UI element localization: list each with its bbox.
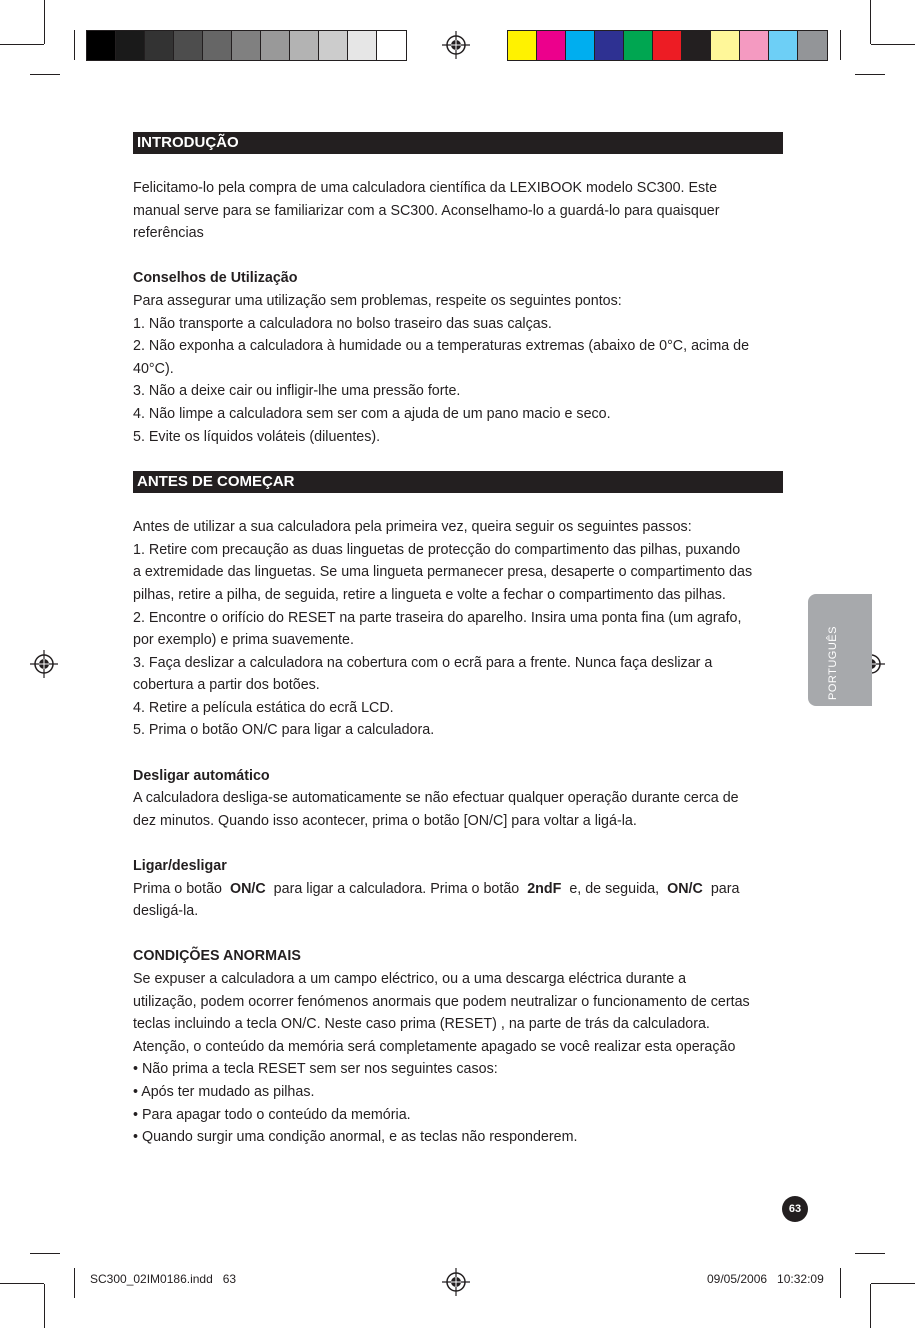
- registration-mark-icon: [30, 650, 58, 678]
- text-line: • Para apagar todo o conteúdo da memória.: [133, 1106, 411, 1123]
- crop-mark: [870, 0, 871, 44]
- crop-mark: [74, 1268, 75, 1298]
- color-swatch: [798, 31, 827, 60]
- key-on-c: ON/C: [667, 880, 703, 897]
- slug-timestamp: 09/05/2006 10:32:09: [707, 1272, 824, 1286]
- registration-mark-icon: [442, 31, 470, 59]
- text-line: 2. Encontre o orifício do RESET na parte traseira do aparelho. Insira uma ponta fina (um agrafo,: [133, 609, 742, 626]
- color-swatch: [711, 31, 740, 60]
- text-line: 2. Não exponha a calculadora à humidade ou a temperaturas extremas (abaixo de 0°C, acima de: [133, 338, 750, 355]
- text-line: 1. Não transporte a calculadora no bolso traseiro das suas calças.: [133, 315, 552, 332]
- color-swatch: [319, 31, 348, 60]
- color-swatch: [682, 31, 711, 60]
- text-line: Se expuser a calculadora a um campo eléctrico, ou a uma descarga eléctrica durante a: [133, 971, 687, 987]
- crop-mark: [840, 30, 841, 60]
- subheading-desligar-automatico: Desligar automático: [133, 767, 270, 784]
- text-line: • Quando surgir uma condição anormal, e as teclas não responderem.: [133, 1129, 578, 1146]
- crop-mark: [44, 1284, 45, 1328]
- subheading-condicoes-anormais: CONDIÇÕES ANORMAIS: [133, 948, 301, 965]
- color-swatch: [624, 31, 653, 60]
- text-line: 5. Prima o botão ON/C para ligar a calculadora.: [133, 722, 435, 739]
- color-swatch: [348, 31, 377, 60]
- crop-mark: [840, 1268, 841, 1298]
- text-line: manual serve para se familiarizar com a SC300. Aconselhamo-lo a guardá-lo para quaisquer: [133, 202, 720, 219]
- color-swatch: [566, 31, 595, 60]
- text-line: dez minutos. Quando isso acontecer, prima o botão [ON/C] para voltar a ligá-la.: [133, 812, 637, 829]
- crop-mark: [44, 0, 45, 44]
- crop-mark: [855, 74, 885, 75]
- slug-filename: SC300_02IM0186.indd 63: [90, 1272, 237, 1286]
- grayscale-color-bar: [86, 30, 407, 61]
- text-line: Atenção, o conteúdo da memória será completamente apagado se você realizar esta operação: [133, 1038, 736, 1055]
- auto-off-paragraph: [133, 787, 783, 832]
- registration-mark-icon: [442, 1268, 470, 1296]
- abnormal-paragraph: [133, 968, 783, 1149]
- crop-mark: [0, 1283, 44, 1284]
- text-line: A calculadora desliga-se automaticamente se não efectuar qualquer operação durante cerca de: [133, 790, 739, 807]
- intro-paragraph: [133, 177, 783, 245]
- text-line: desligá-la.: [133, 903, 199, 920]
- subheading-ligar-desligar: Ligar/desligar: [133, 858, 227, 875]
- subheading-conselhos: Conselhos de Utilização: [133, 270, 298, 287]
- manual-content: [133, 132, 783, 1149]
- crop-mark: [871, 44, 915, 45]
- section-header-antes-de-comecar: ANTES DE COMEÇAR: [133, 471, 783, 493]
- color-swatch: [116, 31, 145, 60]
- color-swatch: [290, 31, 319, 60]
- text-line: 3. Faça deslizar a calculadora na cobertura com o ecrã para a frente. Nunca faça deslizar a: [133, 654, 713, 671]
- text-line: 3. Não a deixe cair ou infligir-lhe uma pressão forte.: [133, 383, 461, 400]
- section-header-introducao: INTRODUÇÃO: [133, 132, 783, 154]
- color-swatch: [740, 31, 769, 60]
- color-swatch: [769, 31, 798, 60]
- process-color-bar: [507, 30, 828, 61]
- text-line: cobertura a partir dos botões.: [133, 677, 320, 694]
- text-line: 4. Não limpe a calculadora sem ser com a ajuda de um pano macio e seco.: [133, 405, 611, 422]
- text-line: Felicitamo-lo pela compra de uma calculadora científica da LEXIBOOK modelo SC300. Este: [133, 180, 718, 196]
- text-line: por exemplo) e prima suavemente.: [133, 632, 354, 649]
- text-line: a extremidade das linguetas. Se uma lingueta permanecer presa, desaperte o compartimento das: [133, 564, 753, 581]
- crop-mark: [30, 1253, 60, 1254]
- text-line: • Após ter mudado as pilhas.: [133, 1083, 315, 1100]
- color-swatch: [174, 31, 203, 60]
- crop-mark: [30, 74, 60, 75]
- text-line: teclas incluindo a tecla ON/C. Neste caso prima (RESET) , na parte de trás da calculadora.: [133, 1016, 710, 1033]
- color-swatch: [145, 31, 174, 60]
- text-line: 1. Retire com precaução as duas linguetas de protecção do compartimento das pilhas, puxando: [133, 541, 741, 558]
- text-line: Para assegurar uma utilização sem problemas, respeite os seguintes pontos:: [133, 292, 622, 309]
- language-tab: [808, 594, 872, 706]
- text-line: 40°C).: [133, 360, 174, 377]
- color-swatch: [87, 31, 116, 60]
- key-2ndf: 2ndF: [527, 880, 562, 897]
- crop-mark: [855, 1253, 885, 1254]
- text-line: 5. Evite os líquidos voláteis (diluentes).: [133, 428, 381, 445]
- crop-mark: [74, 30, 75, 60]
- onoff-paragraph: [133, 878, 783, 901]
- text-line: Antes de utilizar a sua calculadora pela primeira vez, queira seguir os seguintes passos:: [133, 519, 692, 536]
- color-swatch: [261, 31, 290, 60]
- color-swatch: [508, 31, 537, 60]
- advice-list: [133, 290, 783, 448]
- text-fragment: para: [706, 880, 740, 897]
- color-swatch: [203, 31, 232, 60]
- crop-mark: [870, 1284, 871, 1328]
- color-swatch: [653, 31, 682, 60]
- text-line: utilização, podem ocorrer fenómenos anormais que podem neutralizar o funcionamento de certas: [133, 993, 750, 1010]
- text-fragment: Prima o botão: [133, 880, 226, 897]
- page-number-badge: 63: [782, 1196, 808, 1222]
- text-line: 4. Retire a película estática do ecrã LCD.: [133, 699, 394, 716]
- key-on-c: ON/C: [229, 880, 266, 897]
- color-swatch: [595, 31, 624, 60]
- crop-mark: [0, 44, 44, 45]
- before-list: [133, 516, 783, 742]
- color-swatch: [232, 31, 261, 60]
- text-fragment: e, de seguida,: [565, 880, 664, 897]
- color-swatch: [537, 31, 566, 60]
- text-line: referências: [133, 225, 204, 242]
- text-fragment: para ligar a calculadora. Prima o botão: [269, 880, 524, 897]
- text-line: • Não prima a tecla RESET sem ser nos seguintes casos:: [133, 1061, 498, 1078]
- language-tab-label: PORTUGUÊS: [827, 626, 839, 700]
- crop-mark: [871, 1283, 915, 1284]
- color-swatch: [377, 31, 406, 60]
- text-line: pilhas, retire a pilha, de seguida, retire a lingueta e volte a fechar o compartimento das pilhas.: [133, 586, 726, 603]
